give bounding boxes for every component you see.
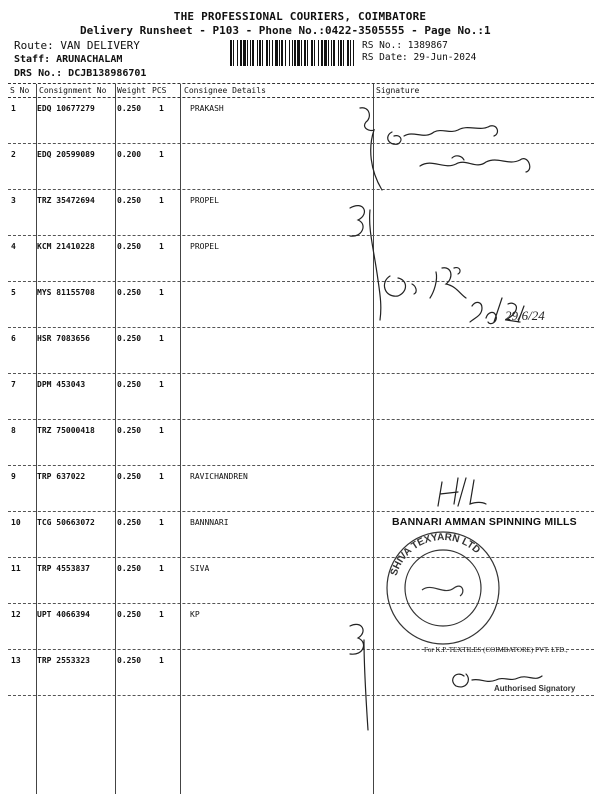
barcode-bar [328, 40, 329, 66]
barcode-bar [318, 40, 319, 66]
row-pcs: 1 [159, 104, 164, 113]
row-pcs: 1 [159, 518, 164, 527]
row-pcs: 1 [159, 426, 164, 435]
row-weight: 0.250 [117, 426, 142, 435]
row-sno: 1 [11, 104, 16, 113]
row-sno: 12 [11, 610, 21, 619]
page-title: THE PROFESSIONAL COURIERS, COIMBATORE [173, 10, 427, 23]
col-header-weight: Weight [117, 86, 146, 95]
row-weight: 0.250 [117, 656, 142, 665]
row-sno: 5 [11, 288, 16, 297]
row-consignee-details: RAVICHANDREN [190, 472, 248, 481]
row-pcs: 1 [159, 472, 164, 481]
barcode-bar [331, 40, 332, 66]
row-pcs: 1 [159, 288, 164, 297]
barcode-bar [237, 40, 238, 66]
route-field: Route: VAN DELIVERY [14, 39, 140, 52]
row-sno: 6 [11, 334, 16, 343]
row-consignment-no: HSR 7083656 [37, 334, 90, 343]
barcode-bar [294, 40, 296, 66]
barcode-bar [272, 40, 273, 66]
barcode-bar [252, 40, 254, 66]
row-sno: 10 [11, 518, 21, 527]
row-consignment-no: TRZ 35472694 [37, 196, 95, 205]
stamp-ring-text: SHIVA TEXYARN LTD [388, 531, 483, 578]
barcode-bar [266, 40, 268, 66]
row-pcs: 1 [159, 380, 164, 389]
rs-date: RS Date: 29-Jun-2024 [362, 52, 477, 63]
row-weight: 0.250 [117, 334, 142, 343]
barcode-bar [353, 40, 354, 66]
barcode-bar [311, 40, 313, 66]
kp-textiles-stamp: For K.P. TEXTILES (COIMBATORE) PVT. LTD., [424, 646, 568, 654]
handwritten-date: 29/6/24 [505, 308, 545, 323]
barcode-bar [285, 40, 286, 66]
row-weight: 0.200 [117, 150, 142, 159]
row-consignee-details: BANNNARI [190, 518, 229, 527]
row-sno: 9 [11, 472, 16, 481]
barcode-bar [304, 40, 306, 66]
barcode-bar [262, 40, 263, 66]
table-row [8, 236, 594, 282]
barcode-bar [257, 40, 258, 66]
barcode-bar [314, 40, 315, 66]
col-header-signature: Signature [376, 86, 420, 95]
row-pcs: 1 [159, 610, 164, 619]
barcode-bar [240, 40, 242, 66]
barcode-bar [281, 40, 283, 66]
staff-field: Staff: ARUNACHALAM [14, 54, 123, 65]
row-weight: 0.250 [117, 104, 142, 113]
barcode-bar [269, 40, 270, 66]
barcode-bar [247, 40, 248, 66]
barcode-bar [233, 40, 234, 66]
row-consignment-no: TRZ 75000418 [37, 426, 95, 435]
row-consignment-no: DPM 453043 [37, 380, 86, 389]
row-sno: 7 [11, 380, 16, 389]
barcode-bar [297, 40, 300, 66]
table-row [8, 466, 594, 512]
barcode-bar [343, 40, 344, 66]
row-consignee-details: PROPEL [190, 242, 219, 251]
row-consignment-no: TRP 2553323 [37, 656, 90, 665]
runsheet-subtitle: Delivery Runsheet - P103 - Phone No.:0422-3505555 - Page No.:1 [80, 24, 491, 37]
table-row [8, 558, 594, 604]
row-separator [8, 695, 594, 696]
table-row [8, 374, 594, 420]
row-sno: 3 [11, 196, 16, 205]
row-weight: 0.250 [117, 288, 142, 297]
row-pcs: 1 [159, 334, 164, 343]
row-sno: 11 [11, 564, 21, 573]
row-consignment-no: EDQ 10677279 [37, 104, 95, 113]
row-weight: 0.250 [117, 610, 142, 619]
row-consignment-no: TRP 4553837 [37, 564, 90, 573]
barcode-bar [230, 40, 232, 66]
row-consignment-no: UPT 4066394 [37, 610, 90, 619]
barcode-bar [347, 40, 349, 66]
barcode-bar [350, 40, 351, 66]
table-row [8, 282, 594, 328]
barcode-bar [338, 40, 339, 66]
row-weight: 0.250 [117, 196, 142, 205]
table-top-border [8, 83, 594, 84]
row-weight: 0.250 [117, 242, 142, 251]
row-weight: 0.250 [117, 564, 142, 573]
row-consignment-no: KCM 21410228 [37, 242, 95, 251]
barcode-bar [289, 40, 290, 66]
row-consignment-no: MYS 81155708 [37, 288, 95, 297]
barcode-bar [259, 40, 261, 66]
row-sno: 13 [11, 656, 21, 665]
table-row [8, 604, 594, 650]
drs-number: DRS No.: DCJB138986701 [14, 68, 147, 79]
row-consignee-details: SIVA [190, 564, 210, 573]
row-pcs: 1 [159, 564, 164, 573]
col-header-pcs: PCS [152, 86, 167, 95]
row-pcs: 1 [159, 242, 164, 251]
row-pcs: 1 [159, 150, 164, 159]
barcode-bar [307, 40, 308, 66]
company-stamp-text: BANNARI AMMAN SPINNING MILLS [392, 516, 577, 528]
row-consignee-details: PRAKASH [190, 104, 224, 113]
row-pcs: 1 [159, 196, 164, 205]
barcode-bar [333, 40, 335, 66]
row-consignment-no: TCG 50663072 [37, 518, 95, 527]
col-header-details: Consignee Details [184, 86, 266, 95]
table-row [8, 190, 594, 236]
row-sno: 4 [11, 242, 16, 251]
row-weight: 0.250 [117, 518, 142, 527]
row-weight: 0.250 [117, 380, 142, 389]
barcode-bar [340, 40, 342, 66]
table-row [8, 420, 594, 466]
rs-number: RS No.: 1389867 [362, 40, 448, 51]
row-consignee-details: KP [190, 610, 200, 619]
authorised-signatory-label: Authorised Signatory [494, 684, 576, 693]
row-pcs: 1 [159, 656, 164, 665]
row-sno: 2 [11, 150, 16, 159]
hl-note-text: H/L [436, 502, 438, 503]
row-consignment-no: TRP 637022 [37, 472, 86, 481]
barcode-image [230, 40, 356, 66]
row-weight: 0.250 [117, 472, 142, 481]
table-row [8, 328, 594, 374]
barcode-bar [292, 40, 293, 66]
barcode-bar [279, 40, 280, 66]
barcode-bar [250, 40, 251, 66]
barcode-bar [243, 40, 246, 66]
barcode-bar [324, 40, 327, 66]
table-row [8, 98, 594, 144]
table-row [8, 144, 594, 190]
col-header-consignment: Consignment No [39, 86, 107, 95]
col-header-sno: S No [10, 86, 30, 95]
row-consignment-no: EDQ 20599089 [37, 150, 95, 159]
row-sno: 8 [11, 426, 16, 435]
barcode-bar [301, 40, 302, 66]
row-consignee-details: PROPEL [190, 196, 219, 205]
barcode-bar [321, 40, 323, 66]
barcode-bar [275, 40, 278, 66]
